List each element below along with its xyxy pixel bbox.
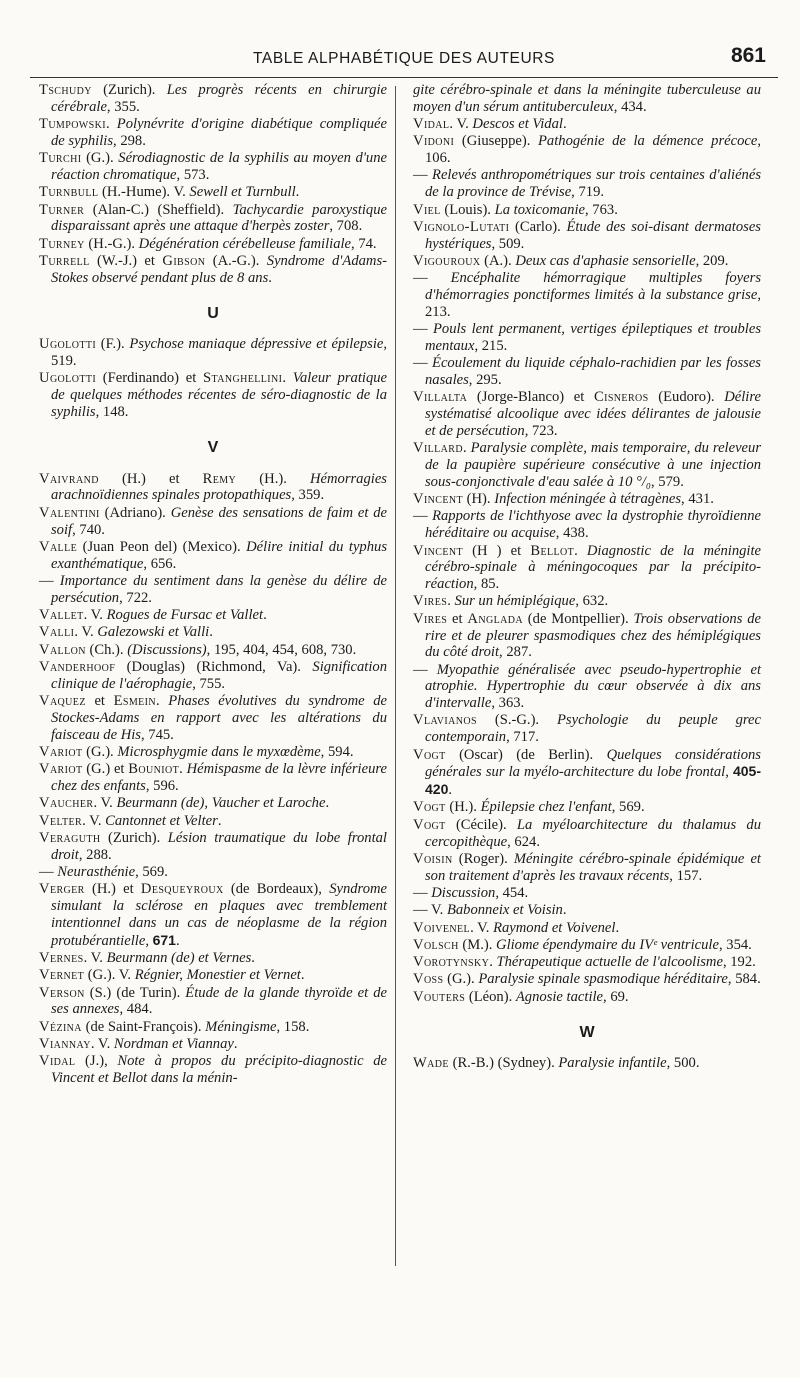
page-header <box>30 44 778 74</box>
index-entry: Ugolotti (F.). Psychose maniaque dépressive et épilepsie, 519. <box>39 336 388 370</box>
index-entry: — Pouls lent permanent, vertiges épileptiques et troubles mentaux, 215. <box>413 321 761 354</box>
index-entry: Voivenel. V. Raymond et Voivenel. <box>413 919 620 936</box>
index-entry: Vanderhoof (Douglas) (Richmond, Va). Signification clinique de l'aérophagie, 755. <box>39 658 387 692</box>
index-entry: Vernet (G.). V. Régnier, Monestier et Vernet. <box>39 967 305 984</box>
index-entry: Vires. Sur un hémiplégique, 632. <box>413 593 609 610</box>
index-entry: — Importance du sentiment dans la genèse du délire de persécution, 722. <box>39 572 387 606</box>
index-entry: Vincent (H). Infection méningée à tétragènes, 431. <box>413 491 714 508</box>
section-letter-u: U <box>207 304 219 322</box>
index-entry: Turnbull (H.-Hume). V. Sewell et Turnbull. <box>39 184 300 201</box>
index-entry: Vouters (Léon). Agnosie tactile, 69. <box>413 988 629 1005</box>
index-entry: Tumpowski. Polynévrite d'origine diabétique compliquée de syphilis, 298. <box>39 116 388 149</box>
index-entry: — Discussion, 454. <box>413 884 529 901</box>
index-entry: Villalta (Jorge-Blanco) et Cisneros (Eudoro). Délire systématisé alcoolique avec idées délirantes de jalousie et de persécution, 723. <box>413 389 761 439</box>
index-entry: — V. Babonneix et Voisin. <box>413 902 567 919</box>
index-entry: Voisin (Roger). Méningite cérébro-spinale épidémique et son traitement d'après les travaux récents, 157. <box>413 850 761 884</box>
index-entry: Viannay. V. Nordman et Viannay. <box>39 1035 238 1052</box>
index-entry: Vignolo-Lutati (Carlo). Étude des soi-disant dermatoses hystériques, 509. <box>413 218 761 252</box>
index-entry: Vézina (de Saint-François). Méningisme, 158. <box>39 1018 310 1035</box>
index-entry: Velter. V. Cantonnet et Velter. <box>39 812 222 829</box>
index-entry: Valli. V. Galezowski et Valli. <box>39 624 213 641</box>
index-entry: Vorotynsky. Thérapeutique actuelle de l'alcoolisme, 192. <box>413 954 756 971</box>
index-entry: Vallet. V. Rogues de Fursac et Vallet. <box>39 607 267 624</box>
index-entry: Turner (Alan-C.) (Sheffield). Tachycardie paroxystique disparaissant après une attaque d'herpès zoster, 708. <box>39 201 388 235</box>
index-entry: — Myopathie généralisée avec pseudo-hypertrophie et atrophie. Hypertrophie du cœur observée à dix ans d'intervalle, 363. <box>413 661 762 712</box>
index-entry: Verson (S.) (de Turin). Étude de la glande thyroïde et de ses annexes, 484. <box>39 984 387 1018</box>
index-entry: — Relevés anthropométriques sur trois centaines d'aliénés de la province de Trévise, 719. <box>413 167 761 201</box>
index-entry: Variot (G.). Microsphygmie dans le myxœdème, 594. <box>39 743 354 760</box>
index-entry: Volsch (M.). Gliome épendymaire du IVᵉ ventricule, 354. <box>413 936 752 953</box>
index-entry: Viel (Louis). La toxicomanie, 763. <box>413 201 618 218</box>
index-entry: — Écoulement du liquide céphalo-rachidien par les fosses nasales, 295. <box>413 355 761 389</box>
index-entry: Vernes. V. Beurmann (de) et Vernes. <box>39 949 255 966</box>
index-entry: Valle (Juan Peon del) (Mexico). Délire initial du typhus exanthématique, 656. <box>39 538 388 572</box>
index-entry: — Encéphalite hémorragique multiples foyers d'hémorragies ponctiformes limités à la substance grise, 213. <box>413 270 761 320</box>
index-entry: Veraguth (Zurich). Lésion traumatique du lobe frontal droit, 288. <box>39 829 387 863</box>
index-entry: Vaucher. V. Beurmann (de), Vaucher et Laroche. <box>39 795 330 812</box>
index-entry: — Neurasthénie, 569. <box>39 863 168 880</box>
index-entry: Vogt (Oscar) (de Berlin). Quelques considérations générales sur la myélo-architecture du lobe frontal, 405-420. <box>413 746 761 799</box>
index-entry: Vaivrand (H.) et Remy (H.). Hémorragies arachnoïdiennes spinales protopathiques, 359. <box>39 470 387 504</box>
index-entry: Vidal. V. Descos et Vidal. <box>413 116 567 133</box>
section-letter-w: W <box>579 1023 595 1041</box>
index-entry: Turney (H.-G.). Dégénération cérébelleuse familiale, 74. <box>39 235 377 252</box>
index-entry: Vigouroux (A.). Deux cas d'aphasie sensorielle, 209. <box>413 252 729 269</box>
index-entry: Vires et Anglada (de Montpellier). Trois observations de rire et de pleurer spasmodiques chez des hémiplégiques du côté droit, 287. <box>413 610 761 661</box>
index-entry: Turrell (W.-J.) et Gibson (A.-G.). Syndrome d'Adams-Stokes observé pendant plus de 8 ans. <box>39 252 388 286</box>
index-entry: Vogt (Cécile). La myéloarchitecture du thalamus du cercopithèque, 624. <box>413 816 761 850</box>
index-entry: Tschudy (Zurich). Les progrès récents en chirurgie cérébrale, 355. <box>39 82 387 115</box>
running-title: TABLE ALPHABÉTIQUE DES AUTEURS <box>253 50 555 67</box>
index-entry: Voss (G.). Paralysie spinale spasmodique héréditaire, 584. <box>413 971 761 988</box>
index-entry: Vlavianos (S.-G.). Psychologie du peuple grec contemporain, 717. <box>413 712 762 746</box>
index-entry: Vidal (J.), Note à propos du précipito-diagnostic de Vincent et Bellot dans la ménin- <box>39 1053 387 1087</box>
index-entry: Vincent (H ) et Bellot. Diagnostic de la méningite cérébro-spinale à méningocoques par la précipito-réaction, 85. <box>413 542 761 593</box>
left-column <box>39 82 387 1087</box>
index-entry: Variot (G.) et Bouniot. Hémispasme de la lèvre inférieure chez des enfants, 596. <box>39 761 387 794</box>
index-entry: Verger (H.) et Desqueyroux (de Bordeaux), Syndrome simulant la sclérose en plaques avec tremblement intentionnel dans un cas de néoplasme de la région protubérantielle, 671. <box>39 881 388 949</box>
index-entry-continued: gite cérébro-spinale et dans la méningite tuberculeuse au moyen d'un sérum antituberculeux, 434. <box>413 82 761 115</box>
page-number: 861 <box>730 44 766 67</box>
header-rule <box>30 77 778 78</box>
index-entry: Vallon (Ch.). (Discussions), 195, 404, 454, 608, 730. <box>39 641 357 658</box>
index-entry: Vogt (H.). Épilepsie chez l'enfant, 569. <box>413 799 645 816</box>
index-entry: Turchi (G.). Sérodiagnostic de la syphilis au moyen d'une réaction chromatique, 573. <box>39 150 388 183</box>
index-entry: Wade (R.-B.) (Sydney). Paralysie infantile, 500. <box>413 1055 700 1072</box>
index-entry: Ugolotti (Ferdinando) et Stanghellini. Valeur pratique de quelques méthodes récentes de séro-diagnostic de la syphilis, 148. <box>39 370 388 421</box>
index-entry: Vaquez et Esmein. Phases évolutives du syndrome de Stockes-Adams en rapport avec les altérations du faisceau de His, 745. <box>39 693 387 743</box>
index-entry: Villard. Paralysie complète, mais temporaire, du releveur de la paupière supérieure consécutive à une injection sous-conjonctivale d'eau salée à 10 °/₀, 579. <box>413 440 762 490</box>
section-letter-v: V <box>207 438 219 456</box>
right-column <box>413 82 761 1073</box>
column-divider <box>395 86 396 1266</box>
index-entry: Valentini (Adriano). Genèse des sensations de faim et de soif, 740. <box>39 504 387 538</box>
index-entry: Vidoni (Giuseppe). Pathogénie de la démence précoce, 106. <box>413 133 761 167</box>
index-entry: — Rapports de l'ichthyose avec la dystrophie thyroïdienne héréditaire ou acquise, 438. <box>413 508 761 542</box>
